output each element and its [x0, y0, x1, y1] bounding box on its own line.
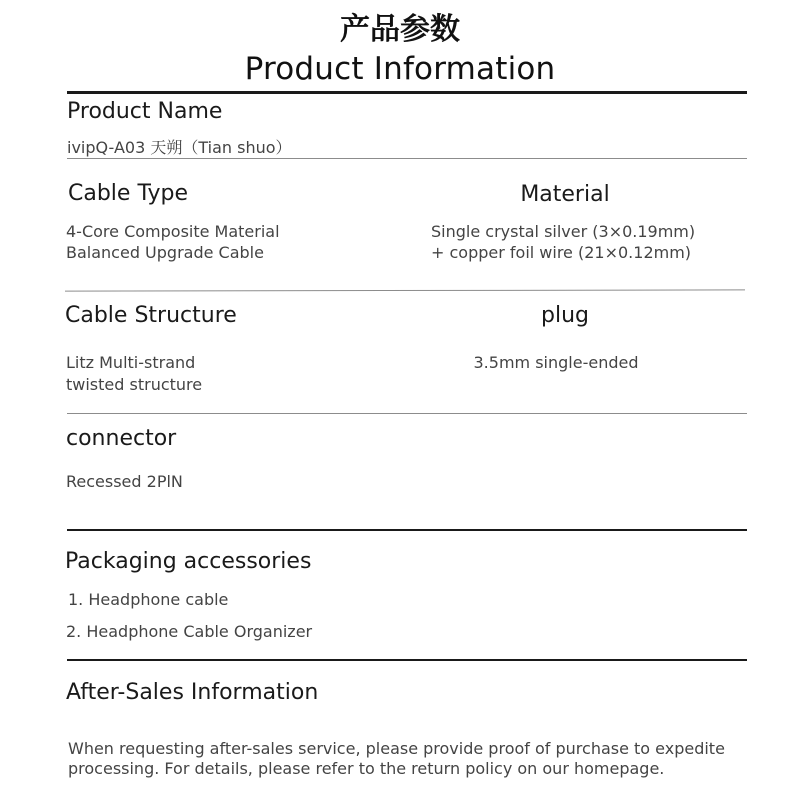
section-divider-5 — [67, 659, 747, 661]
section-divider-2 — [65, 289, 745, 291]
section-divider-4 — [67, 529, 747, 531]
cable-structure-line-1: Litz Multi-strand — [66, 353, 196, 372]
cable-structure-line-2: twisted structure — [66, 375, 203, 394]
product-name-label: Product Name — [67, 99, 223, 124]
section-divider-3 — [67, 413, 747, 414]
list-item: 2. Headphone Cable Organizer — [66, 622, 313, 641]
page-title: Product Information — [244, 51, 556, 87]
product-name-value: ivipQ-A03 天朔（Tian shuo） — [67, 138, 292, 157]
cable-structure-label: Cable Structure — [65, 303, 237, 328]
cable-type-line-1: 4-Core Composite Material — [66, 222, 280, 241]
connector-label: connector — [66, 426, 177, 451]
material-label: Material — [520, 182, 610, 207]
material-line-2: + copper foil wire (21×0.12mm) — [431, 243, 692, 262]
header-divider — [67, 91, 747, 94]
cable-type-label: Cable Type — [68, 181, 188, 206]
section-divider-1 — [67, 158, 747, 159]
plug-label: plug — [541, 303, 589, 328]
packaging-label: Packaging accessories — [65, 549, 312, 574]
cable-type-line-2: Balanced Upgrade Cable — [66, 243, 264, 262]
after-sales-label: After-Sales Information — [66, 680, 319, 705]
connector-value: Recessed 2PlN — [66, 472, 183, 491]
list-item: 1. Headphone cable — [68, 590, 229, 609]
plug-value: 3.5mm single-ended — [473, 353, 639, 372]
after-sales-text-line-2: processing. For details, please refer to the return policy on our homepage. — [68, 759, 665, 778]
after-sales-text-line-1: When requesting after-sales service, please provide proof of purchase to expedite — [68, 739, 725, 758]
page-title-chinese: 产品参数 — [340, 12, 460, 47]
material-line-1: Single crystal silver (3×0.19mm) — [431, 222, 696, 241]
